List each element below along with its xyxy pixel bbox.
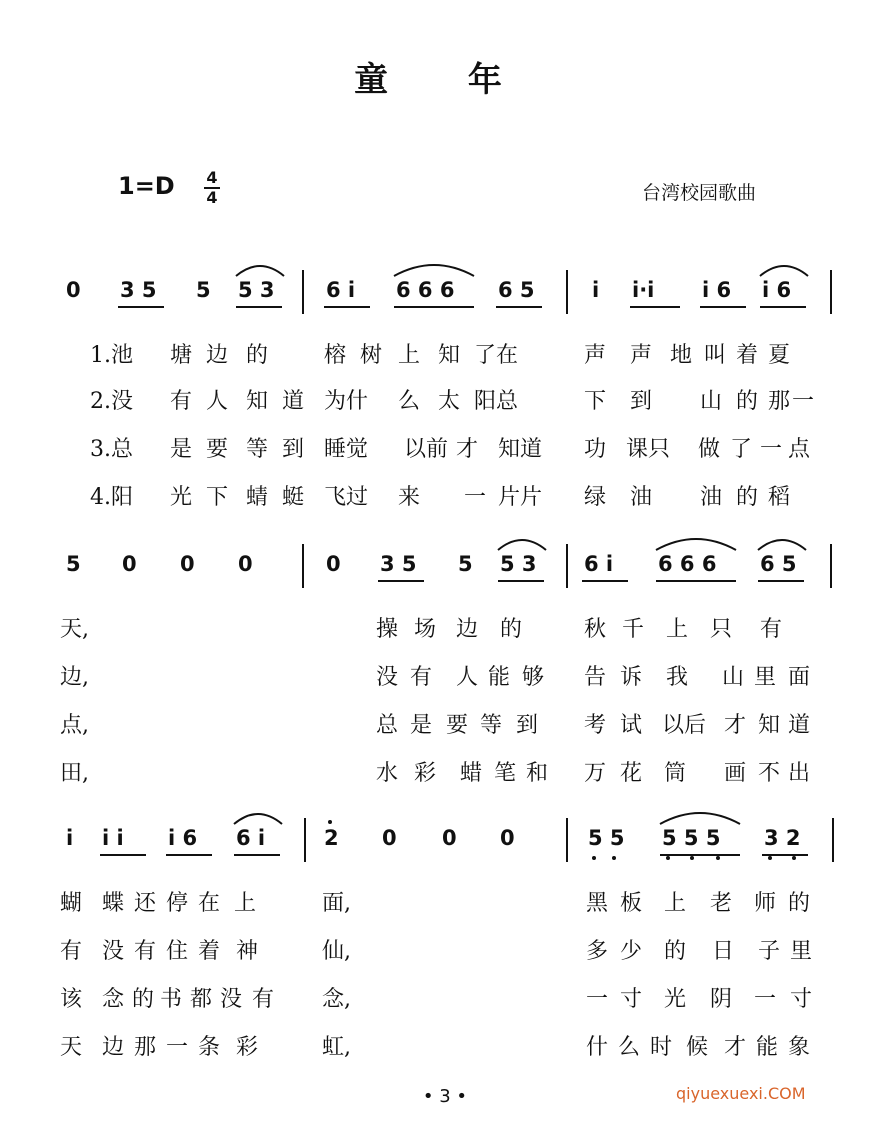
note: 0 — [238, 552, 253, 576]
note: 0 — [66, 278, 81, 302]
lyric-char: 2.没 — [90, 389, 133, 414]
lyric-line — [60, 384, 840, 416]
lyric-char: 没 — [220, 987, 243, 1012]
lyric-char: 地 — [670, 343, 693, 368]
lyric-char: 一 — [166, 1035, 189, 1060]
beam — [630, 306, 680, 308]
note: 5 5 — [588, 826, 625, 850]
lyric-char: 千 — [622, 617, 645, 642]
lyric-char: 一 — [586, 987, 609, 1012]
lyric-char: 该 — [60, 987, 83, 1012]
lyric-char: 等 — [246, 437, 269, 462]
lyric-char: 什 — [586, 1035, 609, 1060]
lyric-char: 上 — [398, 343, 421, 368]
beam — [166, 854, 212, 856]
lyric-char: 山 — [700, 389, 723, 414]
lyric-char: 等 — [480, 713, 503, 738]
slur-marks — [60, 528, 840, 552]
lyric-char: 还 — [134, 891, 157, 916]
lyric-char: 田, — [60, 761, 89, 786]
lyric-char: 一 — [760, 437, 783, 462]
lyric-line — [60, 1030, 840, 1062]
note: 6 5 — [498, 278, 535, 302]
note: i i — [102, 826, 124, 850]
lyric-char: 万 — [584, 761, 607, 786]
octave-dot — [328, 820, 332, 824]
lyric-char: 树 — [360, 343, 383, 368]
lyric-char: 试 — [620, 713, 643, 738]
lyric-char: 寸 — [620, 987, 643, 1012]
lyric-char: 有 — [170, 389, 193, 414]
lyric-char: 功 — [584, 437, 607, 462]
lyric-char: 不 — [758, 761, 781, 786]
lyric-char: 象 — [788, 1035, 811, 1060]
beam — [378, 580, 424, 582]
octave-dot — [592, 856, 596, 860]
lyric-char: 是 — [410, 713, 433, 738]
note: 0 — [326, 552, 341, 576]
lyric-char: 蜡 — [460, 761, 483, 786]
lyric-char: 仙, — [322, 939, 351, 964]
lyric-char: 能 — [756, 1035, 779, 1060]
octave-dot — [612, 856, 616, 860]
lyric-char: 么 — [618, 1035, 641, 1060]
note: 6 6 6 — [658, 552, 717, 576]
lyric-char: 是 — [170, 437, 193, 462]
note: i 6 — [702, 278, 732, 302]
lyric-char: 阳总 — [474, 389, 519, 414]
lyric-char: 有 — [252, 987, 275, 1012]
note: i — [592, 278, 600, 302]
lyric-char: 念, — [322, 987, 351, 1012]
lyric-char: 太 — [438, 389, 461, 414]
lyric-char: 彩 — [414, 761, 437, 786]
lyric-char: 上 — [666, 617, 689, 642]
lyric-char: 么 — [398, 389, 421, 414]
note: 0 — [500, 826, 515, 850]
lyric-char: 考 — [584, 713, 607, 738]
beam — [496, 306, 542, 308]
lyric-char: 着 — [736, 343, 759, 368]
beam — [758, 580, 804, 582]
lyric-char: 停 — [166, 891, 189, 916]
note: 0 — [180, 552, 195, 576]
lyric-char: 以后 — [662, 713, 707, 738]
lyric-char: 黑 — [586, 891, 609, 916]
lyric-char: 一 — [464, 485, 487, 510]
lyric-char: 光 — [664, 987, 687, 1012]
note: 6 i — [584, 552, 614, 576]
lyric-char: 少 — [620, 939, 643, 964]
time-signature-bottom: 4 — [206, 188, 218, 207]
lyric-char: 没 — [376, 665, 399, 690]
note: 5 — [196, 278, 211, 302]
note: 3 2 — [764, 826, 801, 850]
lyric-char: 飞过 — [324, 485, 369, 510]
lyric-char: 蜓 — [282, 485, 305, 510]
lyric-char: 有 — [60, 939, 83, 964]
beam — [498, 580, 544, 582]
lyric-char: 山 — [722, 665, 745, 690]
lyric-char: 油 — [700, 485, 723, 510]
lyric-char: 书 — [160, 987, 183, 1012]
lyric-char: 条 — [198, 1035, 221, 1060]
lyric-char: 道 — [788, 713, 811, 738]
lyric-line — [60, 934, 840, 966]
note: 0 — [382, 826, 397, 850]
lyric-char: 光 — [170, 485, 193, 510]
lyric-char: 边 — [102, 1035, 125, 1060]
lyric-char: 的 — [788, 891, 811, 916]
lyric-char: 下 — [206, 485, 229, 510]
lyric-char: 里 — [754, 665, 777, 690]
lyric-char: 彩 — [236, 1035, 259, 1060]
lyric-char: 夏 — [768, 343, 791, 368]
lyric-char: 日 — [712, 939, 735, 964]
octave-dot — [792, 856, 796, 860]
lyric-char: 才 — [724, 1035, 747, 1060]
site-watermark: qiyuexuexi.COM — [676, 1084, 806, 1103]
lyric-char: 面 — [788, 665, 811, 690]
lyric-char: 寸 — [790, 987, 813, 1012]
lyric-char: 我 — [666, 665, 689, 690]
beam — [118, 306, 164, 308]
octave-dot — [716, 856, 720, 860]
note: 6 6 6 — [396, 278, 455, 302]
lyric-char: 了在 — [474, 343, 519, 368]
lyric-char: 只 — [710, 617, 733, 642]
note: 0 — [442, 826, 457, 850]
lyric-char: 板 — [620, 891, 643, 916]
beam — [700, 306, 746, 308]
lyric-char: 的 — [736, 389, 759, 414]
lyric-char: 都 — [190, 987, 213, 1012]
lyric-char: 声 — [584, 343, 607, 368]
lyric-line — [60, 660, 840, 692]
note: i 6 — [762, 278, 792, 302]
lyric-char: 叫 — [704, 343, 727, 368]
lyric-char: 了 — [730, 437, 753, 462]
lyric-char: 到 — [630, 389, 653, 414]
beam — [394, 306, 474, 308]
lyric-char: 面, — [322, 891, 351, 916]
lyric-char: 人 — [456, 665, 479, 690]
lyric-char: 一 — [792, 389, 815, 414]
lyric-char: 天, — [60, 617, 89, 642]
lyric-char: 油 — [630, 485, 653, 510]
lyric-char: 3.总 — [90, 437, 133, 462]
octave-dot — [690, 856, 694, 860]
note: i — [66, 826, 74, 850]
lyric-char: 花 — [620, 761, 643, 786]
lyric-char: 时 — [650, 1035, 673, 1060]
lyric-char: 总 — [376, 713, 399, 738]
lyric-char: 才 — [456, 437, 479, 462]
lyric-char: 才 — [724, 713, 747, 738]
lyric-char: 出 — [788, 761, 811, 786]
beam — [234, 854, 280, 856]
time-signature-top: 4 — [206, 168, 218, 187]
octave-dot — [666, 856, 670, 860]
beam — [660, 854, 740, 856]
lyric-line — [60, 982, 840, 1014]
note: 5 — [458, 552, 473, 576]
lyric-char: 画 — [724, 761, 747, 786]
staff-row-2 — [60, 552, 840, 596]
beam — [324, 306, 370, 308]
lyric-char: 到 — [516, 713, 539, 738]
lyric-char: 和 — [526, 761, 549, 786]
lyric-char: 秋 — [584, 617, 607, 642]
lyric-char: 的 — [736, 485, 759, 510]
lyric-char: 水 — [376, 761, 399, 786]
lyric-char: 知 — [438, 343, 461, 368]
note: i 6 — [168, 826, 198, 850]
lyric-char: 边 — [456, 617, 479, 642]
beam — [236, 306, 282, 308]
lyric-char: 以前 — [404, 437, 449, 462]
lyric-char: 那 — [768, 389, 791, 414]
staff-row-1 — [60, 278, 840, 322]
slur-marks — [60, 802, 840, 826]
lyric-char: 筒 — [664, 761, 687, 786]
beam — [100, 854, 146, 856]
lyric-char: 绿 — [584, 485, 607, 510]
song-title: 童 年 — [354, 60, 536, 100]
lyric-char: 候 — [686, 1035, 709, 1060]
lyric-line — [60, 886, 840, 918]
lyric-char: 操 — [376, 617, 399, 642]
lyric-line — [60, 432, 840, 464]
lyric-char: 笔 — [494, 761, 517, 786]
note: 6 5 — [760, 552, 797, 576]
lyric-line — [60, 756, 840, 788]
lyric-char: 住 — [166, 939, 189, 964]
lyric-char: 知 — [758, 713, 781, 738]
staff-row-3 — [60, 826, 840, 870]
lyric-char: 下 — [584, 389, 607, 414]
lyric-char: 天 — [60, 1035, 83, 1060]
lyric-char: 告 — [584, 665, 607, 690]
lyric-char: 课只 — [626, 437, 671, 462]
slur-marks — [60, 254, 840, 278]
note: 6 i — [236, 826, 266, 850]
lyric-char: 神 — [236, 939, 259, 964]
lyric-char: 上 — [234, 891, 257, 916]
lyric-char: 里 — [790, 939, 813, 964]
lyric-line — [60, 612, 840, 644]
lyric-char: 有 — [410, 665, 433, 690]
lyric-char: 诉 — [620, 665, 643, 690]
lyric-char: 没 — [102, 939, 125, 964]
lyric-line — [60, 708, 840, 740]
note: 3 5 — [380, 552, 417, 576]
lyric-char: 要 — [206, 437, 229, 462]
lyric-char: 人 — [206, 389, 229, 414]
lyric-char: 能 — [488, 665, 511, 690]
lyric-line — [60, 338, 840, 370]
note: 2 — [324, 826, 339, 850]
lyric-char: 塘 — [170, 343, 193, 368]
note: 0 — [122, 552, 137, 576]
lyric-char: 知 — [246, 389, 269, 414]
lyric-char: 场 — [414, 617, 437, 642]
key-signature: 1=D — [118, 172, 175, 200]
lyric-char: 的 — [246, 343, 269, 368]
lyric-char: 4.阳 — [90, 485, 133, 510]
note: 6 i — [326, 278, 356, 302]
lyric-char: 要 — [446, 713, 469, 738]
lyric-char: 的 — [500, 617, 523, 642]
lyric-char: 老 — [710, 891, 733, 916]
lyric-char: 边, — [60, 665, 89, 690]
lyric-char: 上 — [664, 891, 687, 916]
time-signature — [204, 170, 220, 206]
note: i·i — [632, 278, 655, 302]
beam — [582, 580, 628, 582]
lyric-char: 蝶 — [102, 891, 125, 916]
lyric-line — [60, 480, 840, 512]
lyric-char: 虹, — [322, 1035, 351, 1060]
lyric-char: 的 — [132, 987, 155, 1012]
beam — [760, 306, 806, 308]
page-number: • 3 • — [422, 1086, 468, 1107]
lyric-char: 在 — [198, 891, 221, 916]
lyric-char: 着 — [198, 939, 221, 964]
lyric-char: 边 — [206, 343, 229, 368]
lyric-char: 子 — [758, 939, 781, 964]
lyric-char: 知道 — [498, 437, 543, 462]
song-source: 台湾校园歌曲 — [642, 182, 757, 204]
lyric-char: 念 — [102, 987, 125, 1012]
lyric-char: 一 — [754, 987, 777, 1012]
note: 3 5 — [120, 278, 157, 302]
lyric-char: 蝴 — [60, 891, 83, 916]
lyric-char: 榕 — [324, 343, 347, 368]
note: 5 3 — [238, 278, 275, 302]
lyric-char: 点 — [788, 437, 811, 462]
beam — [656, 580, 736, 582]
note: 5 3 — [500, 552, 537, 576]
lyric-char: 1.池 — [90, 343, 133, 368]
lyric-char: 那 — [134, 1035, 157, 1060]
lyric-char: 到 — [282, 437, 305, 462]
lyric-char: 师 — [754, 891, 777, 916]
lyric-char: 做 — [698, 437, 721, 462]
lyric-char: 阴 — [710, 987, 733, 1012]
octave-dot — [768, 856, 772, 860]
lyric-char: 有 — [134, 939, 157, 964]
lyric-char: 稻 — [768, 485, 791, 510]
lyric-char: 够 — [522, 665, 545, 690]
lyric-char: 多 — [586, 939, 609, 964]
lyric-char: 的 — [664, 939, 687, 964]
lyric-char: 有 — [760, 617, 783, 642]
lyric-char: 声 — [630, 343, 653, 368]
lyric-char: 道 — [282, 389, 305, 414]
lyric-char: 片片 — [498, 485, 543, 510]
lyric-char: 蜻 — [246, 485, 269, 510]
lyric-char: 为什 — [324, 389, 369, 414]
note: 5 — [66, 552, 81, 576]
note: 5 5 5 — [662, 826, 721, 850]
lyric-char: 来 — [398, 485, 421, 510]
lyric-char: 睡觉 — [324, 437, 369, 462]
lyric-char: 点, — [60, 713, 89, 738]
